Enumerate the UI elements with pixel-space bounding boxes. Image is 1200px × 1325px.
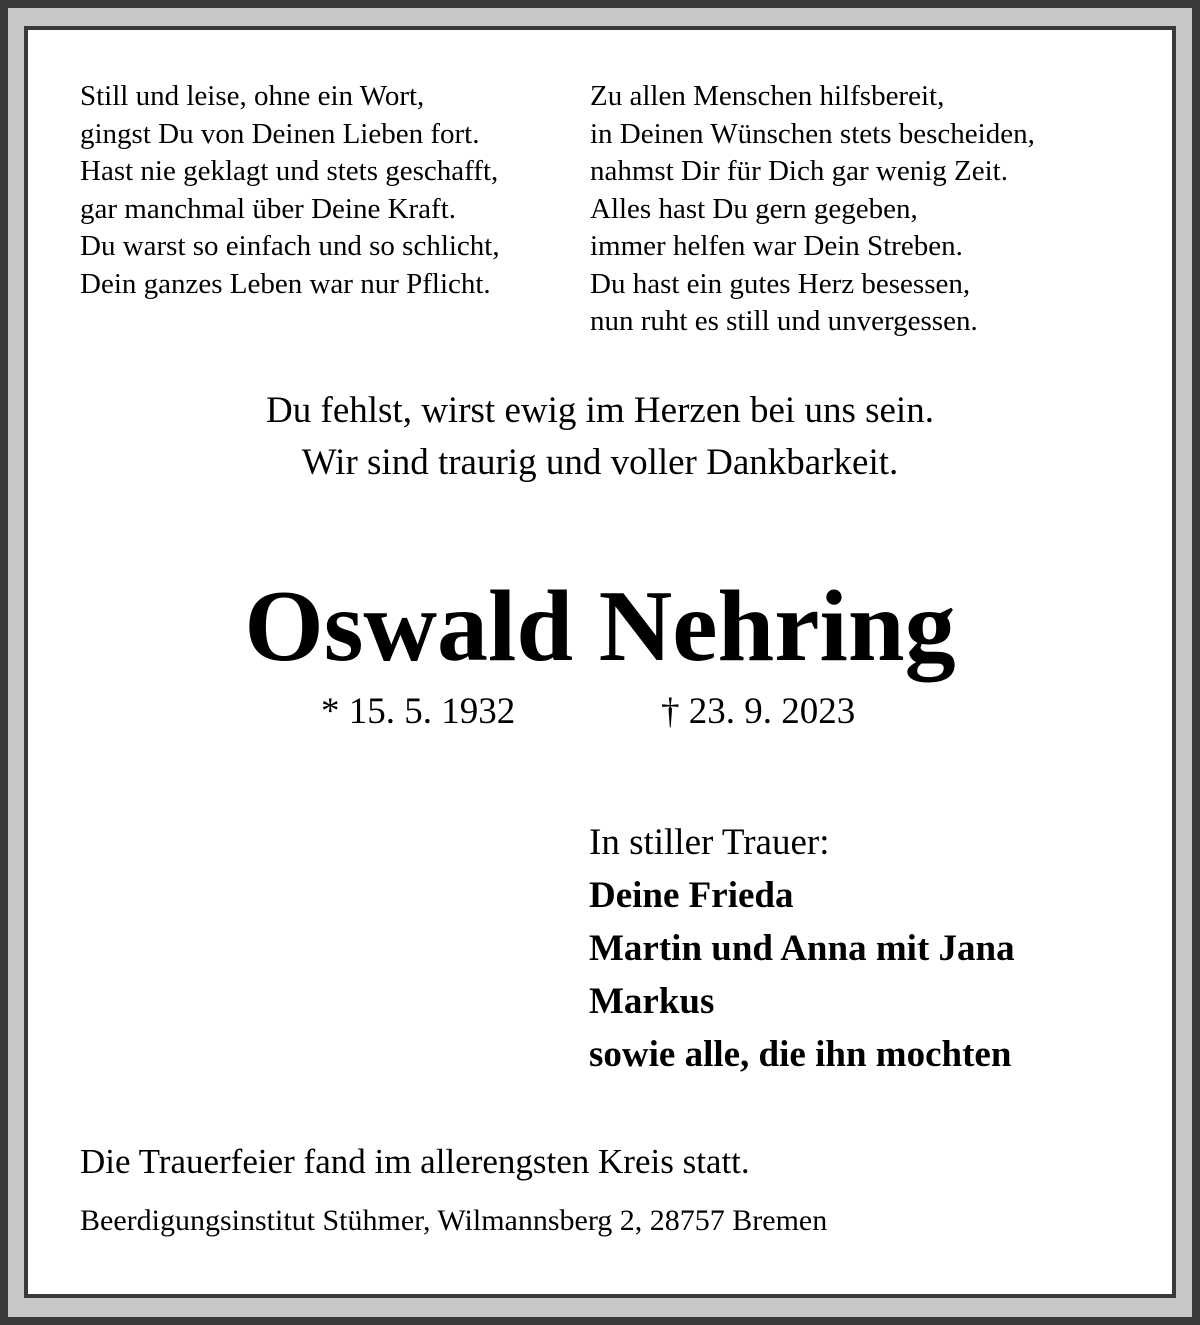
poem-line: nahmst Dir für Dich gar wenig Zeit. bbox=[590, 155, 1008, 187]
birth-date: * 15. 5. 1932 bbox=[321, 691, 516, 732]
poem-line: Still und leise, ohne ein Wort, bbox=[80, 80, 425, 112]
undertaker-address: Beerdigungsinstitut Stühmer, Wilmannsberg 2, 28757 Bremen bbox=[80, 1204, 828, 1237]
death-date: † 23. 9. 2023 bbox=[661, 691, 856, 732]
poem-line: gar manchmal über Deine Kraft. bbox=[80, 192, 457, 225]
obituary-notice bbox=[28, 30, 1172, 1294]
deceased-name: Oswald Nehring bbox=[244, 570, 956, 683]
poem-line: immer helfen war Dein Streben. bbox=[590, 230, 963, 262]
poem-left-column bbox=[80, 78, 500, 303]
mourner-name: Markus bbox=[589, 981, 715, 1022]
mourner-name: Deine Frieda bbox=[589, 875, 794, 916]
ceremony-note: Die Trauerfeier fand im allerengsten Kreis statt. bbox=[80, 1142, 750, 1181]
poem-line: nun ruht es still und unvergessen. bbox=[590, 305, 978, 337]
poem-line: Alles hast Du gern gegeben, bbox=[590, 192, 918, 225]
poem-line: Du hast ein gutes Herz besessen, bbox=[590, 267, 971, 300]
mourner-name: sowie alle, die ihn mochten bbox=[589, 1034, 1012, 1075]
mourner-name: Martin und Anna mit Jana bbox=[589, 928, 1015, 969]
poem-line: Dein ganzes Leben war nur Pflicht. bbox=[80, 267, 491, 300]
poem-line: Du warst so einfach und so schlicht, bbox=[80, 230, 500, 262]
mourners-heading: In stiller Trauer: bbox=[589, 822, 830, 863]
memorial-quote bbox=[28, 385, 1172, 489]
poem-right-column bbox=[590, 78, 1035, 341]
poem-line: gingst Du von Deinen Lieben fort. bbox=[80, 117, 480, 150]
quote-line: Wir sind traurig und voller Dankbarkeit. bbox=[301, 442, 899, 483]
mourners-block bbox=[589, 816, 1015, 1081]
poem-line: Zu allen Menschen hilfsbereit, bbox=[590, 80, 945, 112]
poem-line: in Deinen Wünschen stets bescheiden, bbox=[590, 117, 1035, 150]
poem-line: Hast nie geklagt und stets geschafft, bbox=[80, 155, 499, 187]
quote-line: Du fehlst, wirst ewig im Herzen bei uns sein. bbox=[266, 390, 934, 431]
